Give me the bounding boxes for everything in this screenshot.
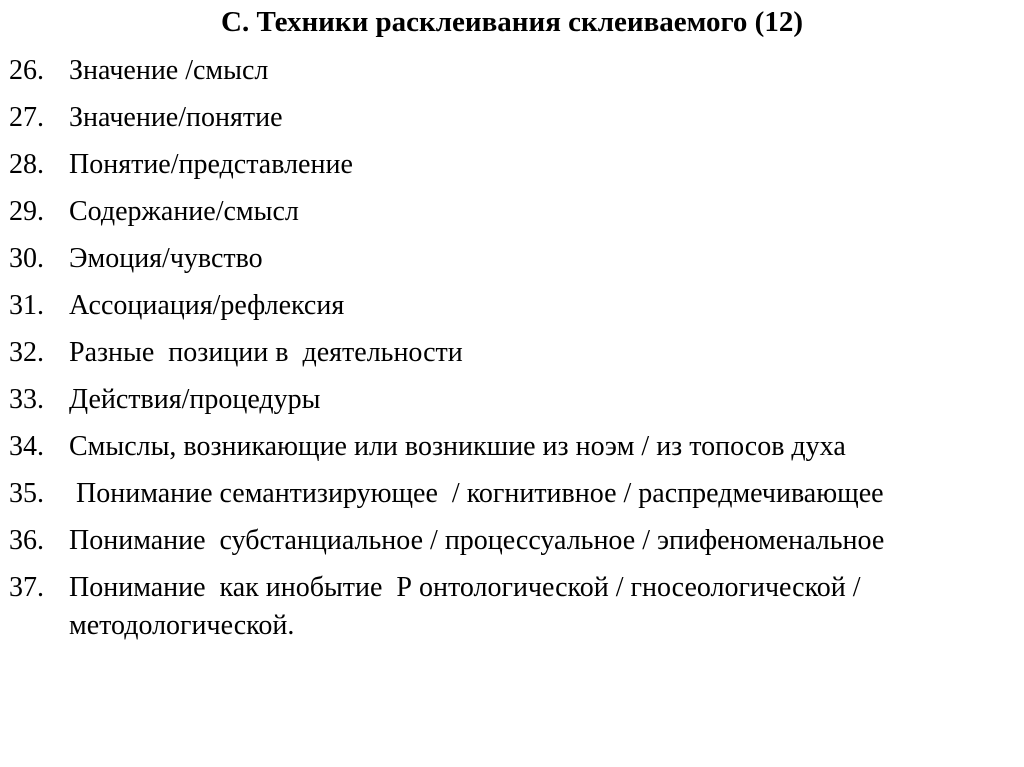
- item-text: Эмоция/чувство: [69, 243, 263, 274]
- item-text: Понимание субстанциальное / процессуальное / эпифеноменальное: [69, 525, 885, 556]
- list-item: [0, 193, 1024, 240]
- list-item: [0, 334, 1024, 381]
- list-item: [0, 240, 1024, 287]
- item-number: 33.: [9, 384, 44, 415]
- list-item: [0, 146, 1024, 193]
- list-item: [0, 569, 1024, 654]
- item-number: 28.: [9, 149, 44, 180]
- item-number: 35.: [9, 478, 44, 509]
- list-item: [0, 475, 1024, 522]
- list-item: [0, 99, 1024, 146]
- item-text: Содержание/смысл: [69, 196, 299, 227]
- list-item: [0, 381, 1024, 428]
- item-number: 29.: [9, 196, 44, 227]
- list-item: [0, 522, 1024, 569]
- list-item: [0, 287, 1024, 334]
- slide-title: С. Техники расклеивания склеиваемого (12): [221, 6, 803, 38]
- item-text: Смыслы, возникающие или возникшие из ноэм / из топосов духа: [69, 431, 846, 462]
- item-number: 26.: [9, 55, 44, 86]
- item-text: Значение/понятие: [69, 102, 283, 133]
- item-number: 37.: [9, 572, 44, 603]
- item-number: 31.: [9, 290, 44, 321]
- item-number: 34.: [9, 431, 44, 462]
- item-number: 36.: [9, 525, 44, 556]
- item-text: Понятие/представление: [69, 149, 353, 180]
- techniques-list: [0, 52, 1024, 654]
- list-item: [0, 52, 1024, 99]
- item-number: 30.: [9, 243, 44, 274]
- list-item: [0, 428, 1024, 475]
- item-number: 32.: [9, 337, 44, 368]
- item-text: Понимание как инобытие Р онтологической / гносеологической / методологической.: [69, 572, 868, 641]
- item-number: 27.: [9, 102, 44, 133]
- item-text: Значение /смысл: [69, 55, 269, 86]
- item-text: Разные позиции в деятельности: [69, 337, 463, 368]
- item-text: Действия/процедуры: [69, 384, 321, 415]
- item-text: Ассоциация/рефлексия: [69, 290, 345, 321]
- item-text: Понимание семантизирующее / когнитивное / распредмечивающее: [69, 478, 884, 509]
